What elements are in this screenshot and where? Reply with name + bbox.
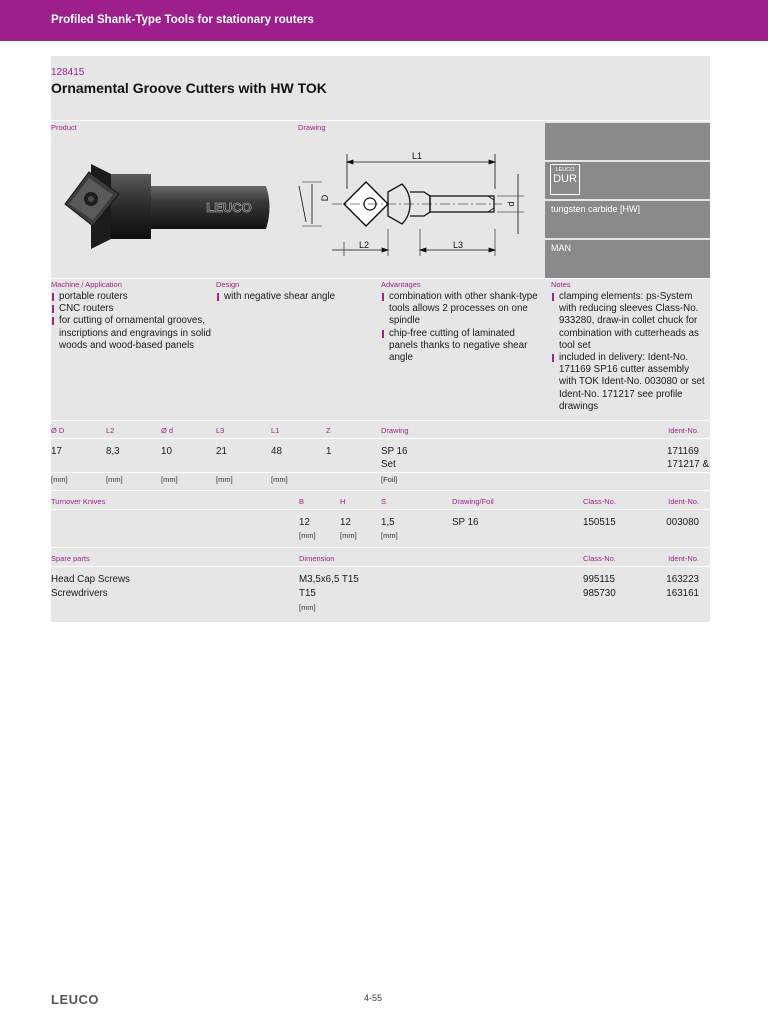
advantages-item: combination with other shank-type tools allows 2 processes on one spindle: [381, 291, 545, 328]
table-cell: 12: [340, 517, 351, 528]
page-number: 4-55: [364, 993, 383, 1003]
notes-item: clamping elements: ps-System with reducing sleeves Class-No. 933280, draw-in collet chuck for combination with cutterheads as tool set: [551, 291, 707, 352]
spare-class-no: 995115: [583, 574, 615, 585]
table-cell: 1,5: [381, 517, 395, 528]
notes-item: included in delivery: Ident-No. 171169 SP16 cutter assembly with TOK Ident-No. 003080 or set Ident-No. 171217 see profile drawings: [551, 352, 707, 413]
table-cell: 10: [161, 446, 172, 457]
divider: [51, 438, 710, 439]
spare-dimension: T15: [299, 588, 316, 599]
knives-title: Turnover Knives: [51, 497, 106, 506]
tool-brand-text: LEUCO: [206, 200, 252, 215]
divider: [51, 278, 710, 279]
header-bar: [0, 0, 768, 41]
product-label: Product: [51, 123, 77, 132]
unit-cell: [mm]: [299, 603, 316, 612]
col-header: Drawing/Foil: [452, 497, 494, 506]
col-header: Z: [326, 426, 331, 435]
col-header: Class-No.: [583, 497, 616, 506]
unit-cell: [mm]: [106, 475, 123, 484]
dim-L2: L2: [358, 240, 370, 250]
col-header: Ø d: [161, 426, 174, 435]
col-header: L3: [216, 426, 225, 435]
table-cell: Set: [381, 459, 396, 470]
col-header: Ident-No.: [668, 497, 699, 506]
table-cell: 17: [51, 446, 62, 457]
logo-bottom-text: DUR: [553, 173, 577, 185]
col-header: Ø D: [51, 426, 65, 435]
product-photo: [51, 134, 291, 274]
design-list: [216, 291, 376, 303]
spare-dimension: M3,5x6,5 T15: [299, 574, 359, 585]
table-cell: 21: [216, 446, 227, 457]
col-header: Dimension: [299, 554, 335, 563]
table-cell: 150515: [583, 517, 616, 528]
divider: [51, 547, 710, 548]
col-header: Ident-No.: [668, 426, 699, 435]
dim-d: d: [506, 201, 516, 207]
col-header: Ident-No.: [668, 554, 699, 563]
dim-L3: L3: [452, 240, 464, 250]
col-header: S: [381, 497, 387, 506]
header-title: Profiled Shank-Type Tools for stationary routers: [51, 14, 314, 26]
dim-L1: L1: [411, 151, 423, 161]
table-cell: 48: [271, 446, 282, 457]
machine-item: CNC routers: [51, 303, 211, 315]
col-header: L1: [271, 426, 280, 435]
col-header: Drawing: [381, 426, 409, 435]
table-cell: 171169: [667, 446, 699, 457]
leuco-dur-logo: [550, 164, 580, 195]
design-label: Design: [216, 280, 240, 289]
advantages-label: Advantages: [381, 280, 421, 289]
unit-cell: [Foil]: [381, 475, 398, 484]
footer-logo: LEUCO: [51, 992, 99, 1007]
product-number: 128415: [51, 67, 85, 78]
col-header: L2: [106, 426, 115, 435]
machine-item: portable routers: [51, 291, 211, 303]
table-cell: 003080: [666, 517, 699, 528]
advantages-item: chip-free cutting of laminated panels thanks to negative shear angle: [381, 328, 545, 365]
machine-list: [51, 291, 211, 352]
mode-text: MAN: [551, 243, 571, 253]
product-title: Ornamental Groove Cutters with HW TOK: [51, 80, 327, 96]
technical-drawing: [292, 134, 542, 274]
col-header: B: [299, 497, 305, 506]
unit-cell: [mm]: [271, 475, 288, 484]
divider: [51, 420, 710, 421]
logo-top-text: LEUCO: [555, 167, 575, 173]
spare-class-no: 985730: [583, 588, 616, 599]
table-cell: SP 16: [452, 517, 479, 528]
divider: [51, 509, 710, 510]
table-cell: 12: [299, 517, 310, 528]
advantages-list: [381, 291, 545, 364]
table-cell: SP 16: [381, 446, 408, 457]
unit-cell: [mm]: [161, 475, 178, 484]
notes-list: [551, 291, 707, 413]
col-header: Class-No.: [583, 554, 616, 563]
unit-cell: [mm]: [51, 475, 68, 484]
divider: [51, 566, 710, 567]
spare-ident-no: 163161: [666, 588, 699, 599]
drawing-label: Drawing: [298, 123, 326, 132]
design-item: with negative shear angle: [216, 291, 376, 303]
divider: [51, 490, 710, 491]
col-header: H: [340, 497, 346, 506]
side-box-1: [545, 123, 710, 160]
unit-cell: [mm]: [299, 531, 316, 540]
unit-cell: [mm]: [381, 531, 398, 540]
unit-cell: [mm]: [340, 531, 357, 540]
machine-item: for cutting of ornamental grooves, inscriptions and engravings in solid woods and wood-based panels: [51, 315, 211, 352]
unit-cell: [mm]: [216, 475, 233, 484]
machine-label: Machine / Application: [51, 280, 122, 289]
table-cell: 171217 &: [667, 459, 709, 470]
dim-D: D: [320, 194, 330, 202]
table-cell: 1: [326, 446, 332, 457]
divider: [51, 472, 710, 473]
material-text: tungsten carbide [HW]: [551, 204, 641, 214]
divider: [51, 120, 710, 121]
table-cell: 8,3: [106, 446, 120, 457]
spare-name: Screwdrivers: [51, 588, 108, 599]
spares-title: Spare parts: [51, 554, 90, 563]
spare-ident-no: 163223: [666, 574, 699, 585]
spare-name: Head Cap Screws: [51, 574, 130, 585]
notes-label: Notes: [551, 280, 571, 289]
